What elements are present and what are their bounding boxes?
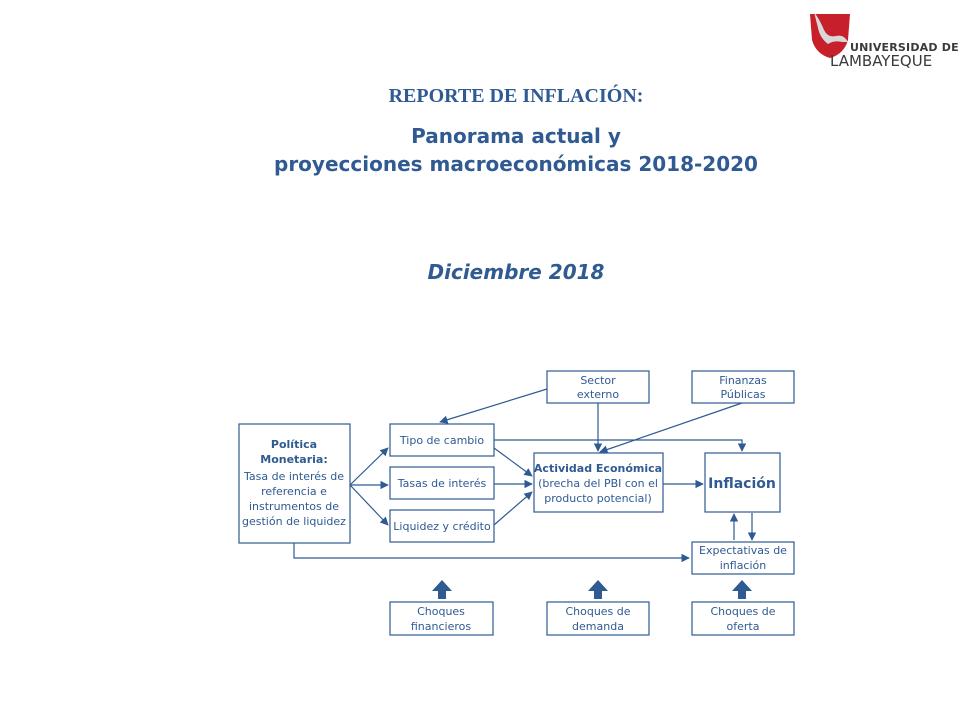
liquidez-label: Liquidez y crédito — [393, 520, 491, 533]
box-sector-externo — [547, 371, 649, 403]
inflacion-label: Inflación — [708, 476, 776, 492]
choques-fin-line2: financieros — [410, 620, 472, 633]
politica-line2: referencia e — [261, 485, 327, 498]
logo-line2: LAMBAYEQUE — [830, 52, 933, 70]
box-expectativas-inflacion — [692, 542, 794, 574]
politica-line3: instrumentos de — [248, 500, 340, 513]
choques-of-line1: Choques de — [710, 605, 776, 618]
sector-line1: Sector — [580, 374, 616, 387]
finanzas-line2: Públicas — [720, 388, 766, 401]
box-tasas-interes — [390, 467, 494, 499]
report-title: REPORTE DE INFLACIÓN: — [388, 85, 644, 107]
actividad-line3: producto potencial) — [544, 492, 652, 505]
politica-line4: gestión de liquidez — [242, 515, 346, 528]
box-liquidez-credito — [390, 510, 494, 542]
up-arrow-icon — [588, 580, 608, 599]
report-date: Diciembre 2018 — [427, 260, 605, 284]
choques-of-line2: oferta — [726, 620, 760, 633]
actividad-title: Actividad Económica — [533, 462, 663, 475]
box-choques-financieros — [390, 602, 493, 635]
connectors — [294, 389, 752, 558]
tipo-cambio-label: Tipo de cambio — [399, 434, 485, 447]
up-arrow-icon — [732, 580, 752, 599]
tasas-interes-label: Tasas de interés — [397, 477, 487, 490]
politica-title1: Política — [270, 438, 318, 451]
politica-line1: Tasa de interés de — [244, 470, 344, 483]
politica-title2: Monetaria: — [260, 453, 328, 466]
box-tipo-cambio — [390, 424, 494, 456]
choques-fin-line1: Choques — [417, 605, 465, 618]
up-arrow-icon — [432, 580, 452, 599]
box-politica-monetaria — [239, 424, 350, 543]
choques-dem-line2: demanda — [572, 620, 624, 633]
box-choques-oferta — [692, 602, 794, 635]
finanzas-line1: Finanzas — [719, 374, 767, 387]
subtitle-line2: proyecciones macroeconómicas 2018-2020 — [274, 152, 758, 176]
sector-line2: externo — [576, 388, 620, 401]
box-choques-demanda — [547, 602, 649, 635]
subtitle-line1: Panorama actual y — [411, 124, 621, 148]
box-actividad-economica — [534, 453, 663, 512]
logo-line1: UNIVERSIDAD DE — [850, 41, 959, 54]
expectativas-line2: inflación — [719, 559, 767, 572]
choques-dem-line1: Choques de — [565, 605, 631, 618]
box-finanzas-publicas — [692, 371, 794, 403]
actividad-line2: (brecha del PBI con el — [538, 477, 658, 490]
box-inflacion — [705, 453, 780, 512]
expectativas-line1: Expectativas de — [699, 544, 787, 557]
